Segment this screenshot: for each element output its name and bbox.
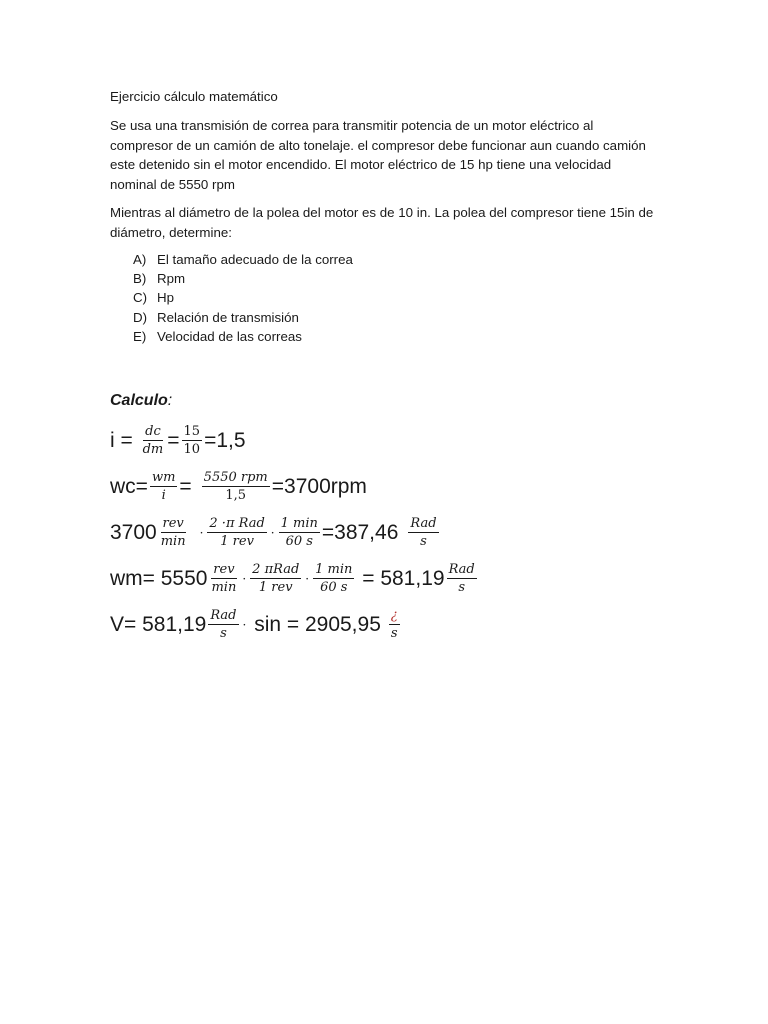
fraction: $\frac{\text{5550 rpm}}{1,5}$	[203, 470, 268, 503]
fraction: $\frac{\text{2 πRad}}{\text{1 rev}}$	[252, 562, 300, 595]
list-item: D) Relación de transmisión	[133, 309, 299, 325]
equation-compressor-speed: wc= $\frac{wm}{i}$ = $\frac{\text{5550 rpm}}{1,5}$ =3700rpm	[110, 470, 367, 503]
fraction: $\frac{wm}{i}$	[151, 470, 176, 503]
list-item: E) Velocidad de las correas	[133, 328, 302, 344]
fraction: $\frac{\text{rev}}{\min}$	[160, 516, 186, 549]
document-title: Ejercicio cálculo matemático	[110, 89, 278, 104]
problem-paragraph-2: Mientras al diámetro de la polea del motor es de 10 in. La polea del compresor tiene 15in de diámetro, determine:	[110, 205, 654, 240]
equation-belt-velocity: V= 581,19 $\frac{\text{Rad}}{s}$ · sin = 2905,95 $\frac{¿}{s}$	[110, 608, 398, 641]
fraction: $\frac{\text{Rad}}{s}$	[210, 608, 237, 641]
fraction: $\frac{\text{Rad}}{s}$	[410, 516, 437, 549]
fraction: $\frac{1 \min}{60 s}$	[280, 516, 318, 549]
equation-angular-velocity: 3700 $\frac{\text{rev}}{\min}$ · $\frac{\text{2 ·π Rad}}{\text{1 rev}}$ · $\frac{1 \min}{60 s}$ =387,46 $\frac{\text{Rad}}{s}$	[110, 516, 437, 549]
list-item: B) Rpm	[133, 271, 186, 287]
fraction: $\frac{¿}{s}$	[390, 608, 398, 641]
question-list	[133, 250, 353, 346]
fraction: $\frac{\text{rev}}{\min}$	[211, 562, 237, 595]
list-item: C) Hp	[133, 290, 174, 306]
problem-paragraph: Se usa una transmisión de correa para transmitir potencia de un motor eléctrico al compresor de un camión de alto tonelaje. el compresor debe funcionar aun cuando camión este detenido sin el motor encendido. El motor eléctrico de 15 hp tiene una velocidad nominal de 5550 rpm	[110, 118, 646, 192]
calculation-heading: Calculo:	[110, 392, 173, 409]
fraction: $\frac{15}{10}$	[183, 424, 201, 457]
list-item: A) El tamaño adecuado de la correa	[133, 252, 353, 267]
fraction: $\frac{\text{2 ·π Rad}}{\text{1 rev}}$	[209, 516, 265, 549]
fraction: $\frac{1 \min}{60 s}$	[315, 562, 353, 595]
equation-motor-angular-velocity: wm= 5550 $\frac{\text{rev}}{\min}$ · $\frac{\text{2 πRad}}{\text{1 rev}}$ · $\frac{1 \min}{60 s}$ = 581,19 $\frac{\text{Rad}}{s}$	[110, 562, 475, 595]
fraction: $\frac{dc}{dm}$	[142, 424, 164, 457]
equation-ratio: i = $\frac{dc}{dm}$ = $\frac{15}{10}$ =1,5	[110, 424, 246, 457]
fraction: $\frac{\text{Rad}}{s}$	[448, 562, 475, 595]
